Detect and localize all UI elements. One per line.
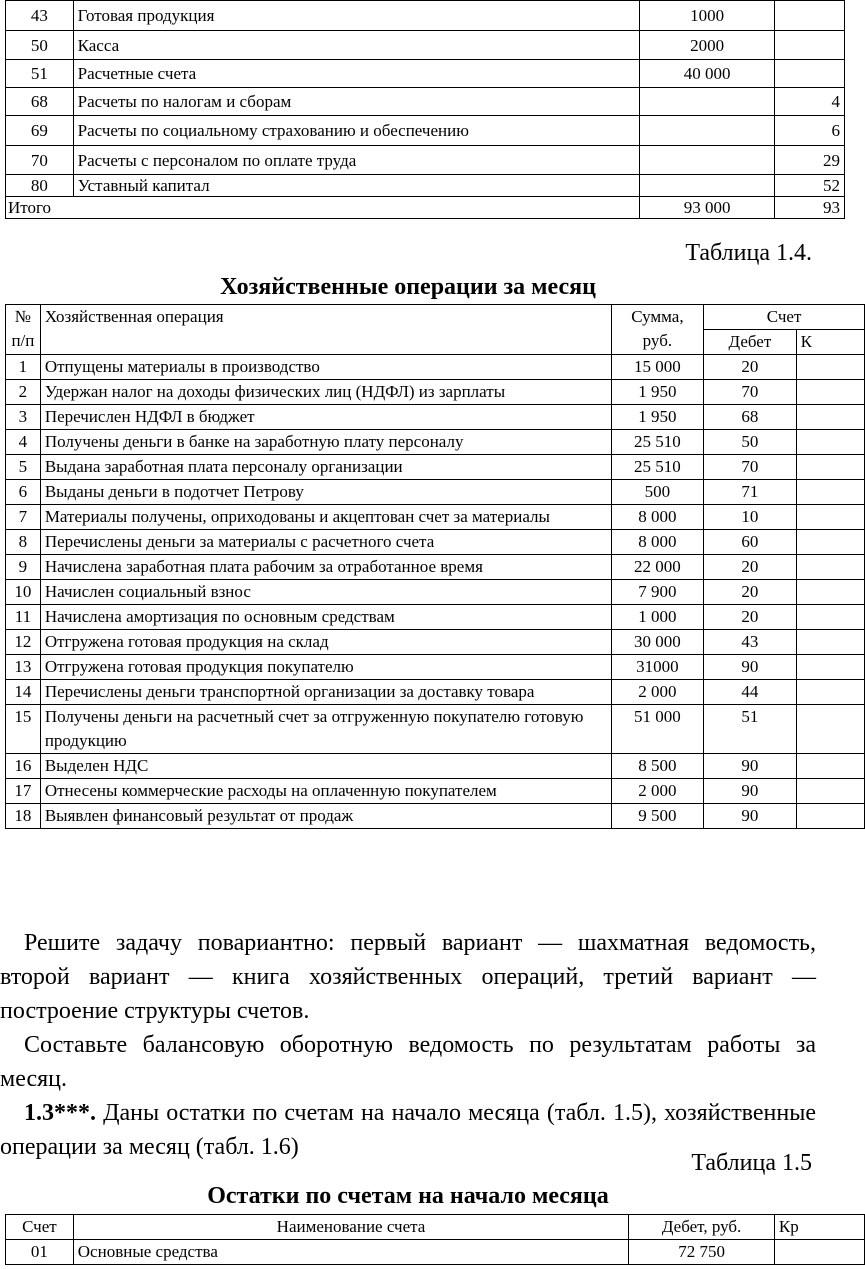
table-row bbox=[6, 175, 845, 197]
credit-value: 52 bbox=[775, 175, 845, 197]
table-caption-1-5: Таблица 1.5 bbox=[691, 1150, 812, 1176]
op-credit bbox=[796, 555, 864, 580]
total-label: Итого bbox=[6, 197, 640, 219]
debit-value: 72 750 bbox=[629, 1240, 775, 1265]
op-credit bbox=[796, 405, 864, 430]
op-credit bbox=[796, 605, 864, 630]
op-description: Отпущены материалы в производство bbox=[40, 355, 611, 380]
op-debit: 68 bbox=[704, 405, 796, 430]
table-row bbox=[6, 530, 865, 555]
op-number: 6 bbox=[6, 480, 41, 505]
op-credit bbox=[796, 705, 864, 754]
op-description: Перечислены деньги транспортной организации за доставку товара bbox=[40, 680, 611, 705]
table-row bbox=[6, 605, 865, 630]
table-row bbox=[6, 116, 845, 146]
op-description: Перечислен НДФЛ в бюджет bbox=[40, 405, 611, 430]
task-number: 1.3***. bbox=[24, 1100, 96, 1126]
op-description: Выделен НДС bbox=[40, 754, 611, 779]
op-debit: 90 bbox=[704, 779, 796, 804]
op-description: Перечислены деньги за материалы с расчетного счета bbox=[40, 530, 611, 555]
op-number: 4 bbox=[6, 430, 41, 455]
op-debit: 71 bbox=[704, 480, 796, 505]
op-credit bbox=[796, 580, 864, 605]
account-number: 43 bbox=[6, 1, 74, 31]
debit-value bbox=[640, 116, 775, 146]
table-row bbox=[6, 480, 865, 505]
table-row bbox=[6, 680, 865, 705]
total-debit: 93 000 bbox=[640, 197, 775, 219]
table-title-operations: Хозяйственные операции за месяц bbox=[220, 274, 596, 300]
op-sum: 500 bbox=[611, 480, 704, 505]
op-credit bbox=[796, 455, 864, 480]
op-description: Выданы деньги в подотчет Петрову bbox=[40, 480, 611, 505]
op-description: Отнесены коммерческие расходы на оплаченную покупателем bbox=[40, 779, 611, 804]
op-sum: 9 500 bbox=[611, 804, 704, 829]
op-sum: 7 900 bbox=[611, 580, 704, 605]
op-credit bbox=[796, 355, 864, 380]
op-debit: 20 bbox=[704, 355, 796, 380]
op-debit: 60 bbox=[704, 530, 796, 555]
op-debit: 90 bbox=[704, 754, 796, 779]
table-row bbox=[6, 1240, 865, 1265]
header-num-line2: п/п bbox=[11, 331, 35, 350]
op-sum: 31000 bbox=[611, 655, 704, 680]
table-row bbox=[6, 430, 865, 455]
credit-value bbox=[775, 1, 845, 31]
debit-value bbox=[640, 146, 775, 175]
account-number: 01 bbox=[6, 1240, 74, 1265]
op-number: 11 bbox=[6, 605, 41, 630]
header-name: Наименование счета bbox=[73, 1215, 628, 1240]
table-row bbox=[6, 405, 865, 430]
header-credit: К bbox=[796, 330, 864, 355]
table-row bbox=[6, 705, 865, 754]
operations-table bbox=[5, 304, 865, 829]
op-credit bbox=[796, 380, 864, 405]
account-name: Расчеты по социальному страхованию и обеспечению bbox=[73, 116, 639, 146]
op-description: Выдана заработная плата персоналу организации bbox=[40, 455, 611, 480]
header-sum-line1: Сумма, bbox=[631, 307, 684, 326]
account-name: Основные средства bbox=[73, 1240, 628, 1265]
debit-value: 2000 bbox=[640, 31, 775, 60]
table-row bbox=[6, 380, 865, 405]
debit-value bbox=[640, 88, 775, 116]
op-debit: 70 bbox=[704, 455, 796, 480]
account-number: 51 bbox=[6, 60, 74, 88]
table-row bbox=[6, 31, 845, 60]
op-number: 13 bbox=[6, 655, 41, 680]
op-description: Отгружена готовая продукция покупателю bbox=[40, 655, 611, 680]
op-debit: 43 bbox=[704, 630, 796, 655]
credit-value: 6 bbox=[775, 116, 845, 146]
op-number: 18 bbox=[6, 804, 41, 829]
op-sum: 2 000 bbox=[611, 680, 704, 705]
op-sum: 8 000 bbox=[611, 530, 704, 555]
op-number: 8 bbox=[6, 530, 41, 555]
total-row bbox=[6, 197, 845, 219]
op-sum: 25 510 bbox=[611, 455, 704, 480]
credit-value bbox=[775, 60, 845, 88]
op-description: Начислен социальный взнос bbox=[40, 580, 611, 605]
op-number: 3 bbox=[6, 405, 41, 430]
op-number: 14 bbox=[6, 680, 41, 705]
op-sum: 15 000 bbox=[611, 355, 704, 380]
op-debit: 20 bbox=[704, 605, 796, 630]
table-row bbox=[6, 754, 865, 779]
debit-value: 40 000 bbox=[640, 60, 775, 88]
op-credit bbox=[796, 779, 864, 804]
credit-value: 29 bbox=[775, 146, 845, 175]
op-debit: 20 bbox=[704, 580, 796, 605]
op-number: 15 bbox=[6, 705, 41, 754]
balance-table-top bbox=[5, 0, 845, 219]
table-row bbox=[6, 455, 865, 480]
op-number: 1 bbox=[6, 355, 41, 380]
op-debit: 50 bbox=[704, 430, 796, 455]
task-text bbox=[0, 926, 816, 1164]
table-title-balances: Остатки по счетам на начало месяца bbox=[207, 1183, 609, 1209]
header-debit: Дебет, руб. bbox=[629, 1215, 775, 1240]
op-number: 10 bbox=[6, 580, 41, 605]
op-number: 5 bbox=[6, 455, 41, 480]
op-sum: 1 000 bbox=[611, 605, 704, 630]
account-number: 69 bbox=[6, 116, 74, 146]
paragraph-variants: Решите задачу повариантно: первый вариант — шахматная ведомость, второй вариант — книга хозяйственных операций, третий вариант — построение структуры счетов. bbox=[0, 930, 816, 1024]
op-credit bbox=[796, 530, 864, 555]
header-sum-line2: руб. bbox=[642, 331, 673, 350]
op-number: 2 bbox=[6, 380, 41, 405]
op-sum: 25 510 bbox=[611, 430, 704, 455]
table-row bbox=[6, 146, 845, 175]
account-name: Готовая продукция bbox=[73, 1, 639, 31]
table-row bbox=[6, 60, 845, 88]
op-description: Материалы получены, оприходованы и акцептован счет за материалы bbox=[40, 505, 611, 530]
op-description: Удержан налог на доходы физических лиц (НДФЛ) из зарплаты bbox=[40, 380, 611, 405]
op-sum: 22 000 bbox=[611, 555, 704, 580]
task-text-1-3: Даны остатки по счетам на начало месяца (табл. 1.5), хозяйственные операции за месяц (табл. 1.6) bbox=[0, 1100, 816, 1160]
op-description: Выявлен финансовый результат от продаж bbox=[40, 804, 611, 829]
header-num bbox=[6, 305, 41, 355]
op-credit bbox=[796, 754, 864, 779]
op-sum: 1 950 bbox=[611, 405, 704, 430]
balances-table bbox=[5, 1214, 865, 1265]
paragraph-balance-sheet: Составьте балансовую оборотную ведомость по результатам работы за месяц. bbox=[0, 1032, 816, 1092]
op-number: 17 bbox=[6, 779, 41, 804]
account-number: 80 bbox=[6, 175, 74, 197]
table-row bbox=[6, 555, 865, 580]
op-credit bbox=[796, 630, 864, 655]
header-debit: Дебет bbox=[704, 330, 796, 355]
credit-value bbox=[775, 31, 845, 60]
op-sum: 8 000 bbox=[611, 505, 704, 530]
table-row bbox=[6, 580, 865, 605]
op-sum: 1 950 bbox=[611, 380, 704, 405]
op-credit bbox=[796, 655, 864, 680]
table-row bbox=[6, 804, 865, 829]
op-sum: 8 500 bbox=[611, 754, 704, 779]
debit-value bbox=[640, 175, 775, 197]
header-account: Счет bbox=[6, 1215, 74, 1240]
table-row bbox=[6, 655, 865, 680]
account-name: Уставный капитал bbox=[73, 175, 639, 197]
op-credit bbox=[796, 480, 864, 505]
op-debit: 10 bbox=[704, 505, 796, 530]
op-description: Начислена амортизация по основным средствам bbox=[40, 605, 611, 630]
op-description: Отгружена готовая продукция на склад bbox=[40, 630, 611, 655]
op-number: 12 bbox=[6, 630, 41, 655]
op-description: Начислена заработная плата рабочим за отработанное время bbox=[40, 555, 611, 580]
op-number: 7 bbox=[6, 505, 41, 530]
op-debit: 51 bbox=[704, 705, 796, 754]
account-number: 70 bbox=[6, 146, 74, 175]
op-debit: 44 bbox=[704, 680, 796, 705]
op-debit: 90 bbox=[704, 804, 796, 829]
total-credit: 93 bbox=[775, 197, 845, 219]
debit-value: 1000 bbox=[640, 1, 775, 31]
account-name: Расчеты с персоналом по оплате труда bbox=[73, 146, 639, 175]
op-credit bbox=[796, 505, 864, 530]
op-debit: 70 bbox=[704, 380, 796, 405]
credit-value: 4 bbox=[775, 88, 845, 116]
account-name: Расчеты по налогам и сборам bbox=[73, 88, 639, 116]
table-row bbox=[6, 88, 845, 116]
header-num-line1: № bbox=[14, 307, 32, 326]
header-sum bbox=[611, 305, 704, 355]
op-credit bbox=[796, 680, 864, 705]
table-row bbox=[6, 779, 865, 804]
account-number: 68 bbox=[6, 88, 74, 116]
header-accounts: Счет bbox=[704, 305, 865, 330]
account-name: Расчетные счета bbox=[73, 60, 639, 88]
op-sum: 51 000 bbox=[611, 705, 704, 754]
header-operation: Хозяйственная операция bbox=[40, 305, 611, 355]
header-credit: Кр bbox=[774, 1215, 864, 1240]
op-credit bbox=[796, 430, 864, 455]
op-sum: 2 000 bbox=[611, 779, 704, 804]
table-caption-1-4: Таблица 1.4. bbox=[685, 240, 812, 266]
op-credit bbox=[796, 804, 864, 829]
table-row bbox=[6, 505, 865, 530]
op-description: Получены деньги в банке на заработную плату персоналу bbox=[40, 430, 611, 455]
table-row bbox=[6, 1, 845, 31]
op-sum: 30 000 bbox=[611, 630, 704, 655]
table-header-row bbox=[6, 305, 865, 330]
op-debit: 90 bbox=[704, 655, 796, 680]
table-row bbox=[6, 355, 865, 380]
account-name: Касса bbox=[73, 31, 639, 60]
op-debit: 20 bbox=[704, 555, 796, 580]
op-description: Получены деньги на расчетный счет за отгруженную покупателю готовую продукцию bbox=[40, 705, 611, 754]
op-number: 16 bbox=[6, 754, 41, 779]
table-header-row bbox=[6, 1215, 865, 1240]
op-number: 9 bbox=[6, 555, 41, 580]
table-row bbox=[6, 630, 865, 655]
account-number: 50 bbox=[6, 31, 74, 60]
credit-value bbox=[774, 1240, 864, 1265]
